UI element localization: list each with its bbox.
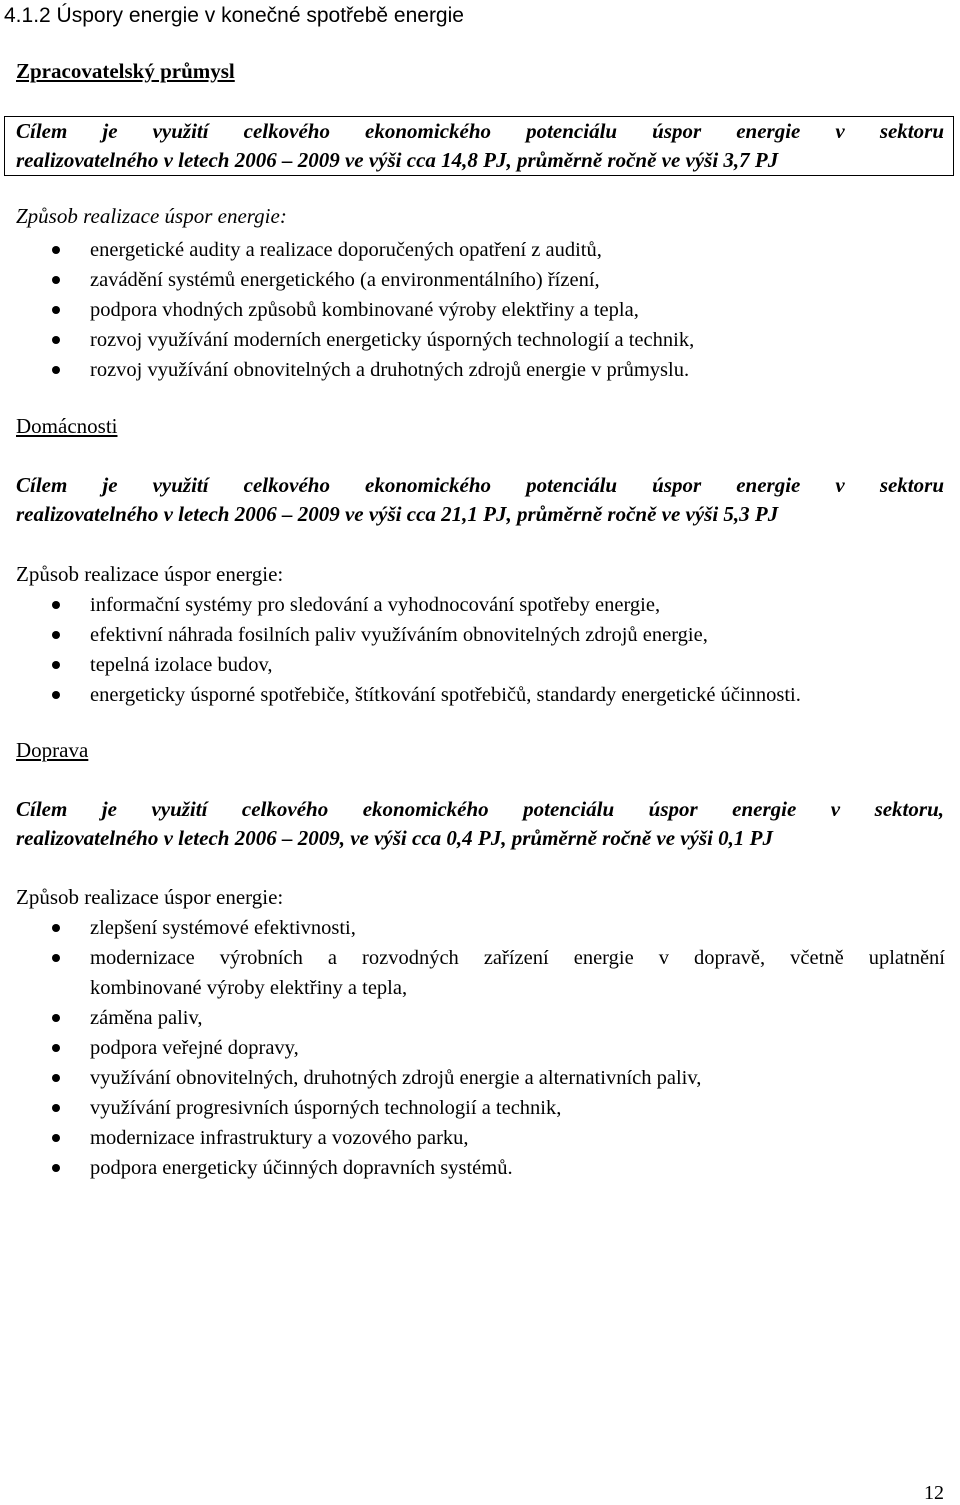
list-item [0, 295, 945, 325]
list-item-text: využívání obnovitelných, druhotných zdrojů energie a alternativních paliv, [90, 1067, 702, 1089]
goal-line: Cílem je využití celkového ekonomického potenciálu úspor energie v sektoru [16, 119, 944, 143]
goal-text-industry [16, 117, 944, 175]
list-item [0, 1093, 945, 1123]
list-item-text: efektivní náhrada fosilních paliv využíváním obnovitelných zdrojů energie, [90, 624, 708, 646]
list-item [0, 1123, 945, 1153]
list-item-text: podpora energeticky účinných dopravních systémů. [90, 1157, 513, 1179]
list-item [0, 235, 945, 265]
list-item-text: kombinované výroby elektřiny a tepla, [90, 977, 408, 999]
page-number: 12 [924, 1482, 944, 1504]
goal-text-households [16, 471, 944, 529]
bullet-icon [52, 1074, 60, 1082]
method-label-households: Způsob realizace úspor energie: [16, 562, 284, 586]
list-item [0, 1063, 945, 1093]
list-item-text: rozvoj využívání obnovitelných a druhotných zdrojů energie v průmyslu. [90, 359, 690, 381]
list-item [0, 913, 945, 943]
bullet-list-households [0, 590, 945, 710]
section-title-transport: Doprava [16, 738, 89, 762]
goal-line: realizovatelného v letech 2006 – 2009 ve výši cca 14,8 PJ, průměrně ročně ve výši 3,7 PJ [16, 148, 779, 172]
list-item [0, 265, 945, 295]
goal-line: realizovatelného v letech 2006 – 2009 ve výši cca 21,1 PJ, průměrně ročně ve výši 5,3 PJ [16, 502, 779, 526]
list-item-text: podpora veřejné dopravy, [90, 1037, 299, 1059]
list-item-text: energetické audity a realizace doporučených opatření z auditů, [90, 239, 602, 261]
section-title-industry: Zpracovatelský průmysl [16, 59, 235, 83]
list-item-text: energeticky úsporné spotřebiče, štítkování spotřebičů, standardy energetické účinnosti. [90, 684, 801, 706]
bullet-icon [52, 276, 60, 284]
list-item [0, 1033, 945, 1063]
list-item [0, 1153, 945, 1183]
list-item [0, 1003, 945, 1033]
goal-line: Cílem je využití celkového ekonomického potenciálu úspor energie v sektoru, [16, 797, 944, 821]
goal-line: realizovatelného v letech 2006 – 2009, ve výši cca 0,4 PJ, průměrně ročně ve výši 0,1 PJ [16, 826, 774, 850]
bullet-icon [52, 1134, 60, 1142]
bullet-icon [52, 1044, 60, 1052]
bullet-icon [52, 691, 60, 699]
goal-text-transport [16, 795, 944, 853]
bullet-icon [52, 306, 60, 314]
bullet-list-industry [0, 235, 945, 385]
list-item-text: modernizace výrobních a rozvodných zařízení energie v dopravě, včetně uplatnění [90, 947, 945, 969]
goal-line: Cílem je využití celkového ekonomického potenciálu úspor energie v sektoru [16, 473, 944, 497]
list-item-text: zavádění systémů energetického (a environmentálního) řízení, [90, 269, 600, 291]
bullet-icon [52, 246, 60, 254]
page-heading: 4.1.2 Úspory energie v konečné spotřebě energie [4, 4, 464, 27]
list-item-text: zlepšení systémové efektivnosti, [90, 917, 356, 939]
list-item [0, 943, 945, 973]
method-label-transport: Způsob realizace úspor energie: [16, 885, 284, 909]
method-label-industry: Způsob realizace úspor energie: [16, 204, 287, 228]
list-item [0, 680, 945, 710]
bullet-icon [52, 924, 60, 932]
bullet-icon [52, 601, 60, 609]
list-item-text: využívání progresivních úsporných technologií a technik, [90, 1097, 562, 1119]
bullet-list-transport [0, 913, 945, 1183]
bullet-icon [52, 1014, 60, 1022]
bullet-icon [52, 336, 60, 344]
section-title-households: Domácnosti [16, 414, 118, 438]
list-item [0, 620, 945, 650]
list-item-text: modernizace infrastruktury a vozového parku, [90, 1127, 469, 1149]
list-item [0, 590, 945, 620]
bullet-icon [52, 661, 60, 669]
list-item-text: informační systémy pro sledování a vyhodnocování spotřeby energie, [90, 594, 661, 616]
list-item-text: rozvoj využívání moderních energeticky úsporných technologií a technik, [90, 329, 695, 351]
list-item-text: tepelná izolace budov, [90, 654, 273, 676]
bullet-icon [52, 366, 60, 374]
list-item [0, 650, 945, 680]
list-item-continuation [0, 973, 945, 1003]
list-item-text: podpora vhodných způsobů kombinované výroby elektřiny a tepla, [90, 299, 639, 321]
bullet-icon [52, 1164, 60, 1172]
list-item-text: záměna paliv, [90, 1007, 203, 1029]
bullet-icon [52, 631, 60, 639]
bullet-icon [52, 954, 60, 962]
list-item [0, 325, 945, 355]
list-item [0, 355, 945, 385]
bullet-icon [52, 1104, 60, 1112]
